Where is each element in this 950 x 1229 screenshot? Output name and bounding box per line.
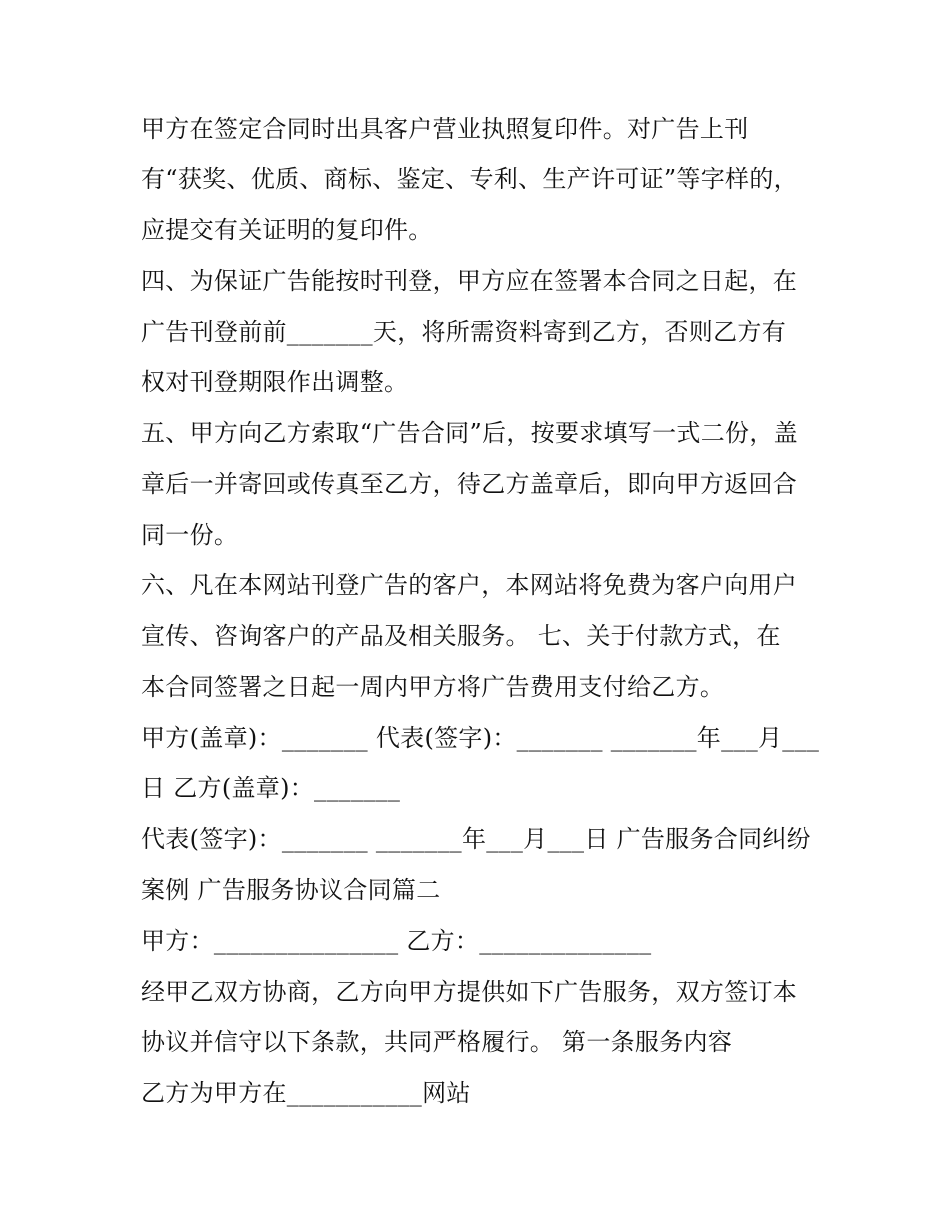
- signature-line: 日 乙方(盖章)：_______: [141, 774, 401, 802]
- text-line: 有“获奖、优质、商标、鉴定、专利、生产许可证”等字样的，: [141, 165, 798, 193]
- text-line: 应提交有关证明的复印件。: [141, 216, 433, 244]
- section-heading: 案例 广告服务协议合同篇二: [141, 876, 441, 904]
- text-line: 本合同签署之日起一周内甲方将广告费用支付给乙方。: [141, 673, 725, 701]
- signature-line: 甲方(盖章)：_______ 代表(签字)：_______ _______年___月___: [141, 724, 820, 752]
- text-line: 经甲乙双方协商，乙方向甲方提供如下广告服务，双方签订本: [141, 978, 798, 1006]
- text-line: 同一份。: [141, 521, 239, 549]
- party-line: 甲方：_______________ 乙方：______________: [141, 927, 652, 955]
- text-line: 广告刊登前前_______天，将所需资料寄到乙方，否则乙方有: [141, 318, 786, 346]
- text-line: 五、甲方向乙方索取“广告合同”后，按要求填写一式二份，盖: [141, 419, 798, 447]
- text-line: 甲方在签定合同时出具客户营业执照复印件。对广告上刊: [141, 115, 749, 143]
- signature-line: 代表(签字)：_______ _______年___月___日 广告服务合同纠纷: [141, 825, 811, 853]
- text-line: 乙方为甲方在___________网站: [141, 1079, 471, 1107]
- text-line: 章后一并寄回或传真至乙方，待乙方盖章后，即向甲方返回合: [141, 470, 798, 498]
- text-line: 权对刊登期限作出调整。: [141, 368, 409, 396]
- text-line: 六、凡在本网站刊登广告的客户，本网站将免费为客户向用户: [141, 571, 798, 599]
- text-line: 协议并信守以下条款，共同严格履行。 第一条服务内容: [141, 1028, 733, 1056]
- text-line: 四、为保证广告能按时刊登，甲方应在签署本合同之日起，在: [141, 267, 798, 295]
- text-line: 宣传、咨询客户的产品及相关服务。 七、关于付款方式，在: [141, 622, 781, 650]
